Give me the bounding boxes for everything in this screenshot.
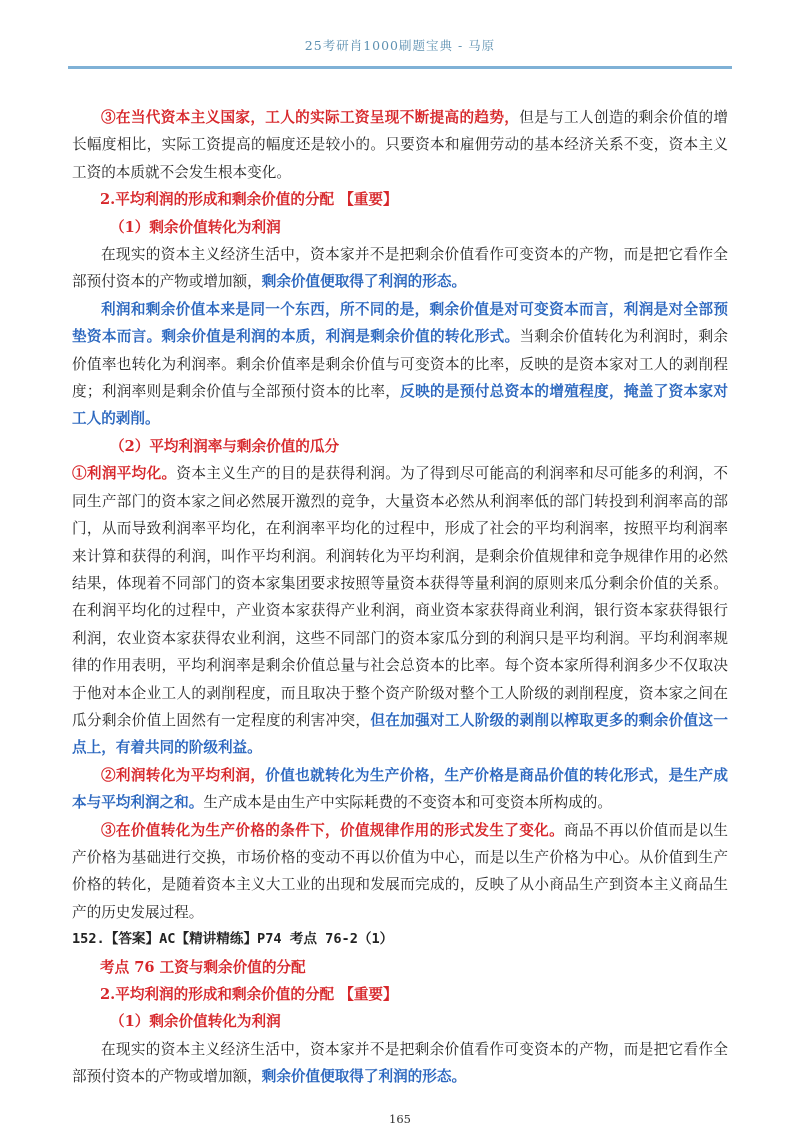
kaodian-heading: 考点 76 工资与剩余价值的分配 [100,958,306,976]
paragraph-profit-form [72,241,728,296]
paragraph-real-wage [72,104,728,186]
answer-line: 152.【答案】AC【精讲精练】P74 考点 76-2（1） [72,931,394,948]
emphasis-blue: 反映的是预付总资本的增殖程度，掩盖了资本家对工人的剥削。 [72,383,728,428]
paragraph-text: 商品不再以价值而是以生产价格为基础进行交换，市场价格的变动不再以价值为中心，而是以生产价格为中心。从价值到生产价格的转化，是随着资本主义大工业的出现和发展而完成的，反映了从小商品生产到资本主义商品生产的历史发展过程。 [72,821,728,921]
paragraph-text: 当剩余价值转化为利润时，剩余价值率也转化为利润率。剩余价值率是剩余价值与可变资本的比率，反映的是资本家对工人的剥削程度；利润率则是剩余价值与全部预付资本的比率， [72,328,728,401]
emphasis-blue: 但在加强对工人阶级的剥削以榨取更多的剩余价值这一点上，有着共同的阶级利益。 [72,711,728,757]
emphasis-blue: 剩余价值便取得了利润的形态。 [261,1068,467,1086]
subsection-heading: （1）剩余价值转化为利润 [110,218,281,236]
paragraph-text: 生产成本是由生产中实际耗费的不变资本和可变资本所构成的。 [203,794,612,812]
header-divider [68,66,732,69]
subsection-heading: （1）剩余价值转化为利润 [110,1013,281,1031]
section-heading: 2.平均利润的形成和剩余价值的分配 【重要】 [100,986,398,1003]
paragraph-text: 但是与工人创造的剩余价值的增长幅度相比，实际工资提高的幅度还是较小的。只要资本和雇佣劳动的基本经济关系不变，资本主义工资的本质就不会发生根本变化。 [72,109,728,181]
emphasis-blue: 剩余价值便取得了利润的形态。 [261,273,467,291]
paragraph-text: 在现实的资本主义经济生活中，资本家并不是把剩余价值看作可变资本的产物，而是把它看作全部预付资本的产物或增加额， [72,1040,728,1086]
paragraph-profit-form-repeat [72,1036,728,1091]
page-content [72,104,728,1091]
paragraph-text: 在现实的资本主义经济生活中，资本家并不是把剩余价值看作可变资本的产物，而是把它看作全部预付资本的产物或增加额， [72,246,728,291]
paragraph-profit-essence [72,296,728,433]
emphasis-blue: 价值也就转化为生产价格，生产价格是商品价值的转化形式，是生产成本与平均利润之和。 [72,766,728,812]
emphasis-red: ③在价值转化为生产价格的条件下，价值规律作用的形式发生了变化。 [101,821,565,839]
page-header: 25考研肖1000刷题宝典 - 马原 [304,38,496,53]
emphasis-blue: 利润和剩余价值本来是同一个东西，所不同的是，剩余价值是对可变资本而言，利润是对全部预垫资本而言。剩余价值是利润的本质，利润是剩余价值的转化形式。 [72,300,728,346]
emphasis-red: ①利润平均化。 [72,465,177,483]
page-number: 165 [389,1112,411,1126]
subsection-heading: （2）平均利润率与剩余价值的瓜分 [110,437,340,455]
paragraph-production-price [72,762,728,817]
emphasis-red: ③在当代资本主义国家，工人的实际工资呈现不断提高的趋势， [101,109,520,126]
paragraph-text: 资本主义生产的目的是获得利润。为了得到尽可能高的利润率和尽可能多的利润，不同生产部门的资本家之间必然展开激烈的竞争，大量资本必然从利润率低的部门转投到利润率高的部门，从而导致利润率平均化，在利润率平均化的过程中，形成了社会的平均利润率，按照平均利润率来计算和获得的利润，叫作平均利润。利润转化为平均利润，是剩余价值规律和竞争规律作用的必然结果，体现着不同部门的资本家集团要求按照等量资本获得等量利润的原则来瓜分剩余价值的关系。在利润平均化的过程中，产业资本家获得产业利润，商业资本家获得商业利润，银行资本家获得银行利润，农业资本家获得农业利润，这些不同部门的资本家瓜分到的利润只是平均利润。平均利润率规律的作用表明，平均利润率是剩余价值总量与社会总资本的比率。每个资本家所得利润多少不仅取决于他对本企业工人的剥削程度，而且取决于整个资产阶级对整个工人阶级的剥削程度，资本家之间在瓜分剩余价值上固然有一定程度的利害冲突， [72,465,728,729]
paragraph-profit-averaging [72,460,728,761]
paragraph-value-law [72,817,728,927]
section-heading: 2.平均利润的形成和剩余价值的分配 【重要】 [100,191,398,209]
emphasis-red: ②利润转化为平均利润， [101,766,266,784]
